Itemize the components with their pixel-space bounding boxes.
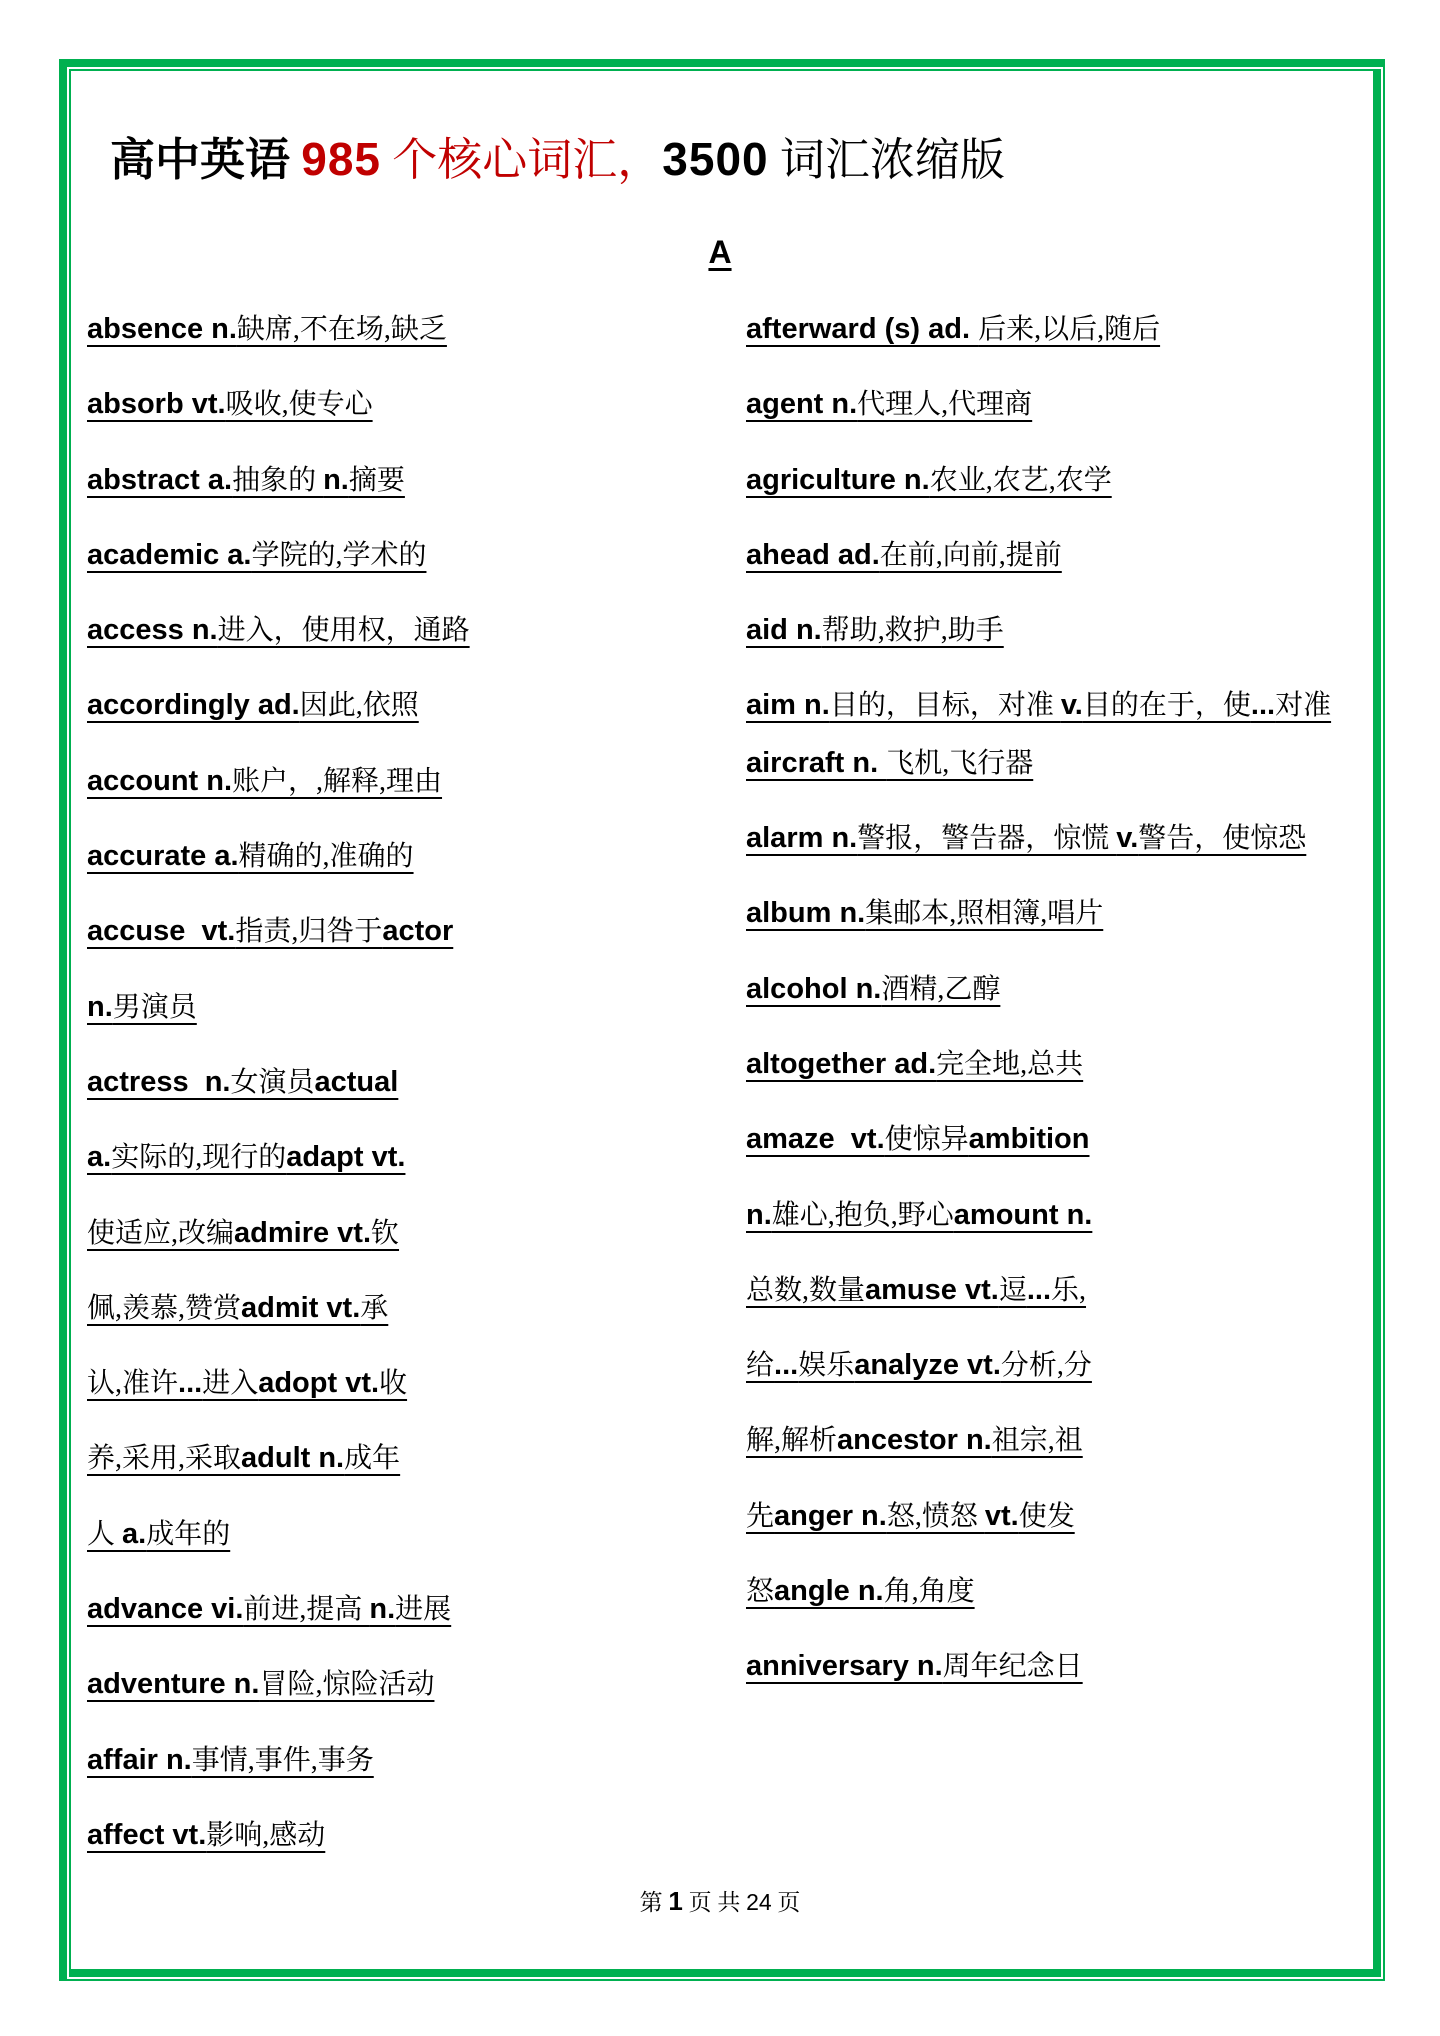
vocab-line [746,312,1331,387]
section-letter: A [708,234,732,270]
definition-text: 缺席,不在场,缺乏 [236,314,447,345]
vocab-line-text [746,313,1161,345]
vocab-line [87,1366,470,1441]
vocab-line [746,1198,1331,1273]
word-text: admit vt. [241,1291,361,1324]
word-text: a. [87,1141,112,1174]
definition-text: 前进,提高 [243,1594,370,1626]
word-text: agent n. [746,388,858,421]
footer-label-page: 第 [639,1890,669,1915]
page-title [110,134,1005,186]
vocab-line-text [87,1442,401,1475]
definition-text: 代理人,代理商 [857,389,1033,421]
vocab-line [746,613,1331,688]
definition-text: 使惊异 [884,1124,969,1156]
definition-text: 事情,事件,事务 [191,1744,374,1776]
vocab-line [746,1499,1331,1574]
definition-text: 先 [746,1500,775,1532]
word-text: a. [122,1517,147,1550]
word-text: n. [369,1593,396,1626]
word-text: affair n. [87,1743,192,1776]
vocab-line-text [746,1349,1092,1382]
vocab-line [746,1122,1331,1197]
definition-text: 认,准许 [87,1368,179,1400]
definition-text: 成年的 [146,1518,231,1550]
vocab-line-text [87,538,427,571]
vocab-line [746,821,1331,896]
vocab-line-text [87,915,454,948]
vocab-line-text [746,1273,1087,1306]
vocab-line-text [87,764,443,797]
definition-text: 承 [360,1292,389,1324]
definition-text: 雄心,抱负,野心 [771,1199,954,1231]
word-text: account n. [87,764,233,797]
definition-text: 在前,向前,提前 [879,539,1062,571]
definition-text: 完全地,总共 [936,1048,1084,1080]
definition-text: 男演员 [112,991,197,1023]
definition-text: 逗 [998,1274,1027,1306]
definition-text: 农业,农艺,农学 [929,464,1112,496]
word-text: advance vi. [87,1593,244,1626]
vocab-line [746,746,1331,821]
vocab-line [87,1140,470,1215]
vocab-line-text [746,1499,1075,1532]
word-text: n. [323,463,349,496]
definition-text: 成年 [344,1443,401,1475]
word-text: altogether ad. [746,1047,937,1080]
vocab-line [87,1743,470,1818]
definition-text: 女演员 [230,1066,315,1098]
definition-text: 使适应,改编 [87,1217,235,1249]
vocab-line [746,1423,1331,1498]
definition-text: 总数,数量 [746,1274,866,1306]
definition-text: 实际的,现行的 [111,1142,287,1174]
word-text: alcohol n. [746,972,882,1005]
definition-text: 养,采用,采取 [87,1443,242,1475]
definition-text: 后来,以后,随后 [978,314,1161,345]
vocab-line-text [87,1668,435,1701]
word-text: actress n. [87,1065,231,1098]
vocab-line-text [87,689,419,722]
definition-text: 抽象的 [232,464,324,496]
word-text: ... [1026,1273,1051,1306]
vocab-line [87,1818,470,1893]
word-text: affect vt. [87,1818,207,1851]
word-text: admire vt. [234,1216,372,1249]
vocab-line [87,1667,470,1742]
word-text: aircraft n. [746,746,887,779]
word-text: absorb vt. [87,388,226,421]
vocab-line-text [87,313,447,345]
vocab-line [87,312,470,387]
definition-text: 酒精,乙醇 [881,973,1001,1005]
vocab-line [746,896,1331,971]
title-text-lead: 高中英语 [110,135,302,185]
word-text: access n. [87,614,218,647]
definition-text: 人 [87,1518,123,1550]
word-text: angle n. [774,1575,884,1608]
vocab-line [746,1047,1331,1122]
right-column [746,312,1331,1725]
definition-text: 收 [379,1368,408,1400]
vocab-line-text [87,463,405,496]
word-text: adapt vt. [286,1141,406,1174]
word-text: absence n. [87,313,237,345]
vocab-line [87,613,470,688]
definition-text: 分析,分 [1000,1350,1092,1382]
definition-text: 影响,感动 [206,1819,326,1851]
word-text: ... [178,1367,203,1400]
definition-text: 怒 [746,1576,775,1608]
vocab-line-text [87,1291,389,1324]
footer-page-number: 1 [668,1886,683,1916]
definition-text: 摘要 [348,464,405,496]
vocab-line-text [87,1818,326,1851]
definition-text: 对准 [1275,690,1332,722]
vocab-line [87,839,470,914]
definition-text: 使发 [1018,1500,1075,1532]
footer-label-pages: 页 [771,1890,801,1915]
vocab-line-text [746,972,1001,1005]
word-text: ... [774,1349,799,1382]
word-text: actual [314,1065,399,1098]
vocab-line [746,463,1331,538]
vocab-line-text [746,614,1004,647]
left-column [87,312,470,1893]
word-text: n. [87,990,113,1023]
word-text: adopt vt. [258,1367,380,1400]
definition-text: 帮助,救护,助手 [821,615,1004,647]
vocab-line-text [746,689,1332,722]
vocab-line [87,688,470,763]
title-number-985: 985 [301,133,382,185]
definition-text: 指责,归咎于 [235,916,383,948]
word-text: ancestor n. [837,1424,992,1457]
word-text: amuse vt. [865,1273,999,1306]
word-text: accurate a. [87,840,239,873]
definition-text: 学院的,学术的 [251,539,427,571]
definition-text: 精确的,准确的 [238,841,414,873]
title-text-tail: 词汇浓缩版 [768,135,1005,185]
definition-text: 怒,愤怒 [886,1500,985,1532]
vocab-line [87,914,470,989]
vocab-line [746,1348,1331,1423]
vocab-line [87,764,470,839]
word-text: aid n. [746,614,822,647]
word-text: adult n. [241,1442,345,1475]
vocab-line-text [87,840,414,873]
vocab-line [87,538,470,613]
word-text: accuse vt. [87,915,236,948]
vocab-line [87,463,470,538]
footer-label-of: 页 共 [682,1890,747,1915]
vocab-line-text [746,538,1062,571]
word-text: album n. [746,897,866,930]
word-text: v. [1116,822,1139,855]
vocab-line [746,1649,1331,1724]
definition-text: 进入，使用权，通路 [217,615,470,647]
title-text-red: 个核心词汇， [381,135,663,185]
footer-total-pages: 24 [746,1889,772,1915]
vocab-line [87,1291,470,1366]
definition-text: 角,角度 [883,1576,975,1608]
vocab-line-text [87,1216,400,1249]
vocab-line [746,538,1331,613]
vocab-line-text [746,1047,1084,1080]
vocab-line [87,990,470,1065]
vocab-line [746,972,1331,1047]
vocab-line-text [87,990,197,1023]
vocab-line-text [746,388,1033,421]
vocab-line-text [746,1650,1083,1683]
vocab-line [746,387,1331,462]
definition-text: 给 [746,1350,775,1382]
vocab-line [87,1517,470,1592]
vocab-line-text [87,1517,231,1550]
word-text: accordingly ad. [87,689,300,722]
title-number-3500: 3500 [662,133,769,185]
definition-text: 因此,依照 [299,690,419,722]
word-text: abstract a. [87,463,233,496]
vocab-line [746,1273,1331,1348]
vocab-line-text [87,1065,399,1098]
word-text: aim n. [746,689,830,722]
definition-text: 吸收,使专心 [225,389,373,421]
word-text: afterward (s) ad. [746,313,979,345]
definition-text: 乐, [1051,1274,1087,1306]
vocab-line-text [746,897,1104,930]
vocab-line-text [746,1123,1090,1156]
definition-text: 警告，使惊恐 [1138,823,1307,855]
definition-text: 进入 [202,1368,259,1400]
definition-text: 警报，警告器，惊慌 [857,823,1117,855]
definition-text: 解,解析 [746,1425,838,1457]
vocab-line-text [746,822,1307,855]
word-text: n. [746,1198,772,1231]
definition-text: 目的在于，使 [1082,690,1251,722]
definition-text: 飞机,飞行器 [886,747,1034,779]
word-text: adventure n. [87,1668,260,1701]
word-text: ... [1250,689,1276,722]
vocab-line [746,1574,1331,1649]
vocab-line-text [746,746,1034,779]
word-text: analyze vt. [854,1349,1001,1382]
vocab-line [87,1065,470,1140]
definition-text: 集邮本,照相簿,唱片 [865,898,1104,930]
vocab-line-text [87,388,373,421]
vocab-line-text [87,1743,374,1776]
vocab-line [87,1216,470,1291]
word-text: alarm n. [746,822,858,855]
definition-text: 娱乐 [798,1350,855,1382]
definition-text: 周年纪念日 [942,1651,1083,1683]
word-text: ambition [968,1123,1090,1156]
definition-text: 目的，目标，对准 [829,690,1061,722]
word-text: academic a. [87,538,252,571]
definition-text: 账户，,解释,理由 [232,765,443,797]
vocab-line [87,387,470,462]
vocab-line [87,1441,470,1516]
vocab-line-text [87,1593,452,1626]
word-text: anger n. [774,1499,887,1532]
word-text: actor [382,915,454,948]
vocab-line-text [746,1198,1093,1231]
word-text: amaze vt. [746,1123,885,1156]
vocab-line-text [87,1367,408,1400]
vocab-line-text [746,1424,1083,1457]
vocab-line-text [746,463,1112,496]
word-text: ahead ad. [746,538,880,571]
definition-text: 进展 [395,1594,452,1626]
word-text: anniversary n. [746,1650,943,1683]
definition-text: 祖宗,祖 [991,1425,1083,1457]
word-text: amount n. [953,1198,1093,1231]
definition-text: 钦 [371,1217,400,1249]
vocab-line-text [746,1575,975,1608]
definition-text: 冒险,惊险活动 [259,1669,435,1701]
page-footer [0,1884,1440,1917]
word-text: v. [1060,689,1083,722]
word-text: agriculture n. [746,463,930,496]
vocab-line [87,1592,470,1667]
word-text: vt. [984,1499,1019,1532]
vocab-line-text [87,614,470,647]
definition-text: 佩,羡慕,赞赏 [87,1292,242,1324]
vocab-line-text [87,1141,406,1174]
